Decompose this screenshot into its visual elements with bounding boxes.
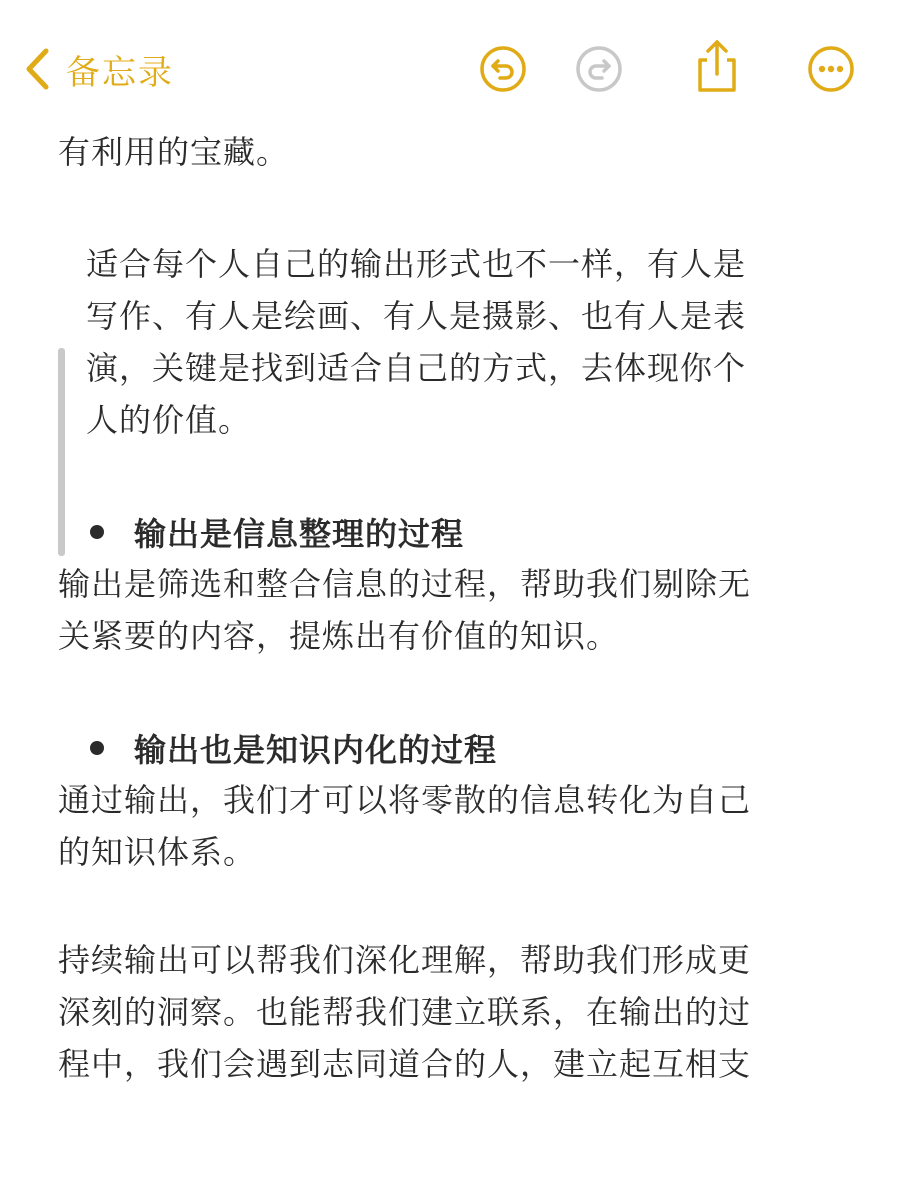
note-body[interactable] [58, 126, 858, 1090]
more-icon [806, 44, 856, 94]
quote-bar [58, 348, 65, 556]
bullet-heading-text: 输出是信息整理的过程 [134, 515, 465, 553]
undo-icon [478, 44, 528, 94]
paragraph-line: 程中，我们会遇到志同道合的人，建立起互相支 [58, 1045, 752, 1083]
bullet-heading [58, 506, 858, 558]
bullet-dot-icon [90, 525, 104, 539]
undo-button[interactable] [478, 44, 528, 94]
bullet-heading [58, 722, 858, 774]
paragraph-line: 通过输出，我们才可以将零散的信息转化为自己 [58, 781, 752, 819]
nav-bar [0, 0, 901, 130]
quote-line: 写作、有人是绘画、有人是摄影、也有人是表 [86, 297, 747, 335]
share-button[interactable] [690, 38, 744, 94]
paragraph-line: 关紧要的内容，提炼出有价值的知识。 [58, 617, 620, 655]
block-quote [58, 238, 858, 446]
paragraph-line: 的知识体系。 [58, 833, 257, 871]
bullet-heading-text: 输出也是知识内化的过程 [134, 731, 498, 769]
redo-button[interactable] [574, 44, 624, 94]
quote-line: 人的价值。 [86, 401, 252, 439]
chevron-left-icon [24, 47, 50, 91]
quote-line: 适合每个人自己的输出形式也不一样，有人是 [86, 245, 747, 283]
paragraph-line: 深刻的洞察。也能帮我们建立联系，在输出的过 [58, 993, 752, 1031]
intro-line: 有利用的宝藏。 [58, 133, 290, 171]
quote-line: 演，关键是找到适合自己的方式，去体现你个 [86, 349, 747, 387]
back-button[interactable] [24, 44, 174, 94]
redo-icon [574, 44, 624, 94]
closing-paragraph [58, 934, 858, 1090]
paragraph-line: 输出是筛选和整合信息的过程，帮助我们剔除无 [58, 565, 752, 603]
share-icon [690, 38, 744, 94]
paragraph-line: 持续输出可以帮我们深化理解，帮助我们形成更 [58, 941, 752, 979]
bullet-dot-icon [90, 741, 104, 755]
more-button[interactable] [806, 44, 856, 94]
back-label: 备忘录 [66, 52, 174, 93]
